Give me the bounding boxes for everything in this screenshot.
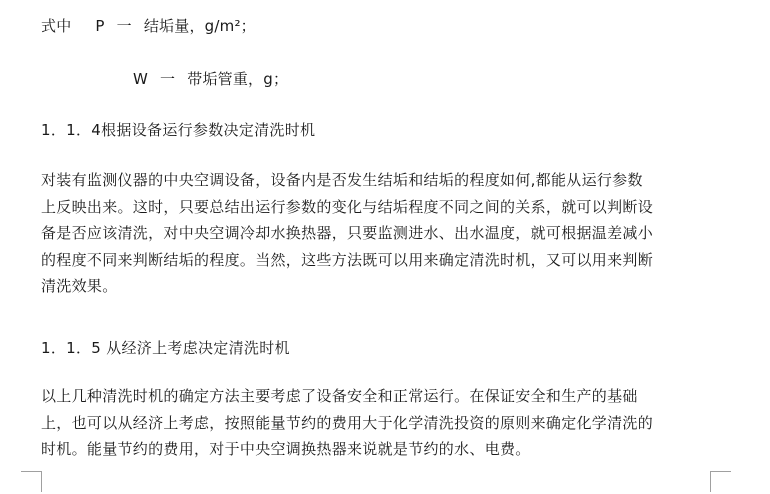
paragraph-line: 备是否应该清洗，对中央空调冷却水换热器，只要监测进水、出水温度，就可根据温差减小 bbox=[41, 224, 654, 242]
section-paragraph-114 bbox=[41, 167, 709, 300]
formula-var-p: P bbox=[95, 17, 105, 35]
section-heading-115: 1．1．5 从经济上考虑决定清洗时机 bbox=[41, 339, 290, 357]
formula-def-line-1 bbox=[41, 16, 256, 36]
formula-dash-2: 一 bbox=[160, 70, 176, 88]
paragraph-line: 对装有监测仪器的中央空调设备，设备内是否发生结垢和结垢的程度如何,都能从运行参数 bbox=[41, 171, 643, 189]
section-heading-114: 1．1．4根据设备运行参数决定清洗时机 bbox=[41, 121, 316, 139]
paragraph-line: 上，也可以从经济上考虑，按照能量节约的费用大于化学清洗投资的原则来确定化学清洗的 bbox=[41, 413, 654, 432]
formula-var-w: W bbox=[133, 70, 149, 88]
paragraph-line: 的程度不同来判断结垢的程度。当然，这些方法既可以用来确定清洗时机，又可以用来判断 bbox=[41, 250, 654, 269]
formula-dash-1: 一 bbox=[116, 17, 132, 35]
formula-desc-1: 结垢量，g/m²； bbox=[143, 17, 256, 35]
paragraph-line: 时机。能量节约的费用，对于中央空调换热器来说就是节约的水、电费。 bbox=[41, 440, 531, 458]
section-paragraph-115 bbox=[41, 383, 709, 463]
paragraph-line: 上反映出来。这时，只要总结出运行参数的变化与结垢程度不同之间的关系，就可以判断设 bbox=[41, 197, 654, 216]
crop-mark-bottom-right bbox=[710, 471, 731, 492]
paragraph-line: 以上几种清洗时机的确定方法主要考虑了设备安全和正常运行。在保证安全和生产的基础 bbox=[41, 387, 638, 405]
formula-def-line-2 bbox=[133, 69, 288, 89]
crop-mark-bottom-left bbox=[21, 471, 42, 492]
formula-desc-2: 带垢管重，g； bbox=[187, 70, 289, 88]
formula-prefix: 式中 bbox=[41, 17, 72, 35]
paragraph-line: 清洗效果。 bbox=[41, 277, 118, 295]
